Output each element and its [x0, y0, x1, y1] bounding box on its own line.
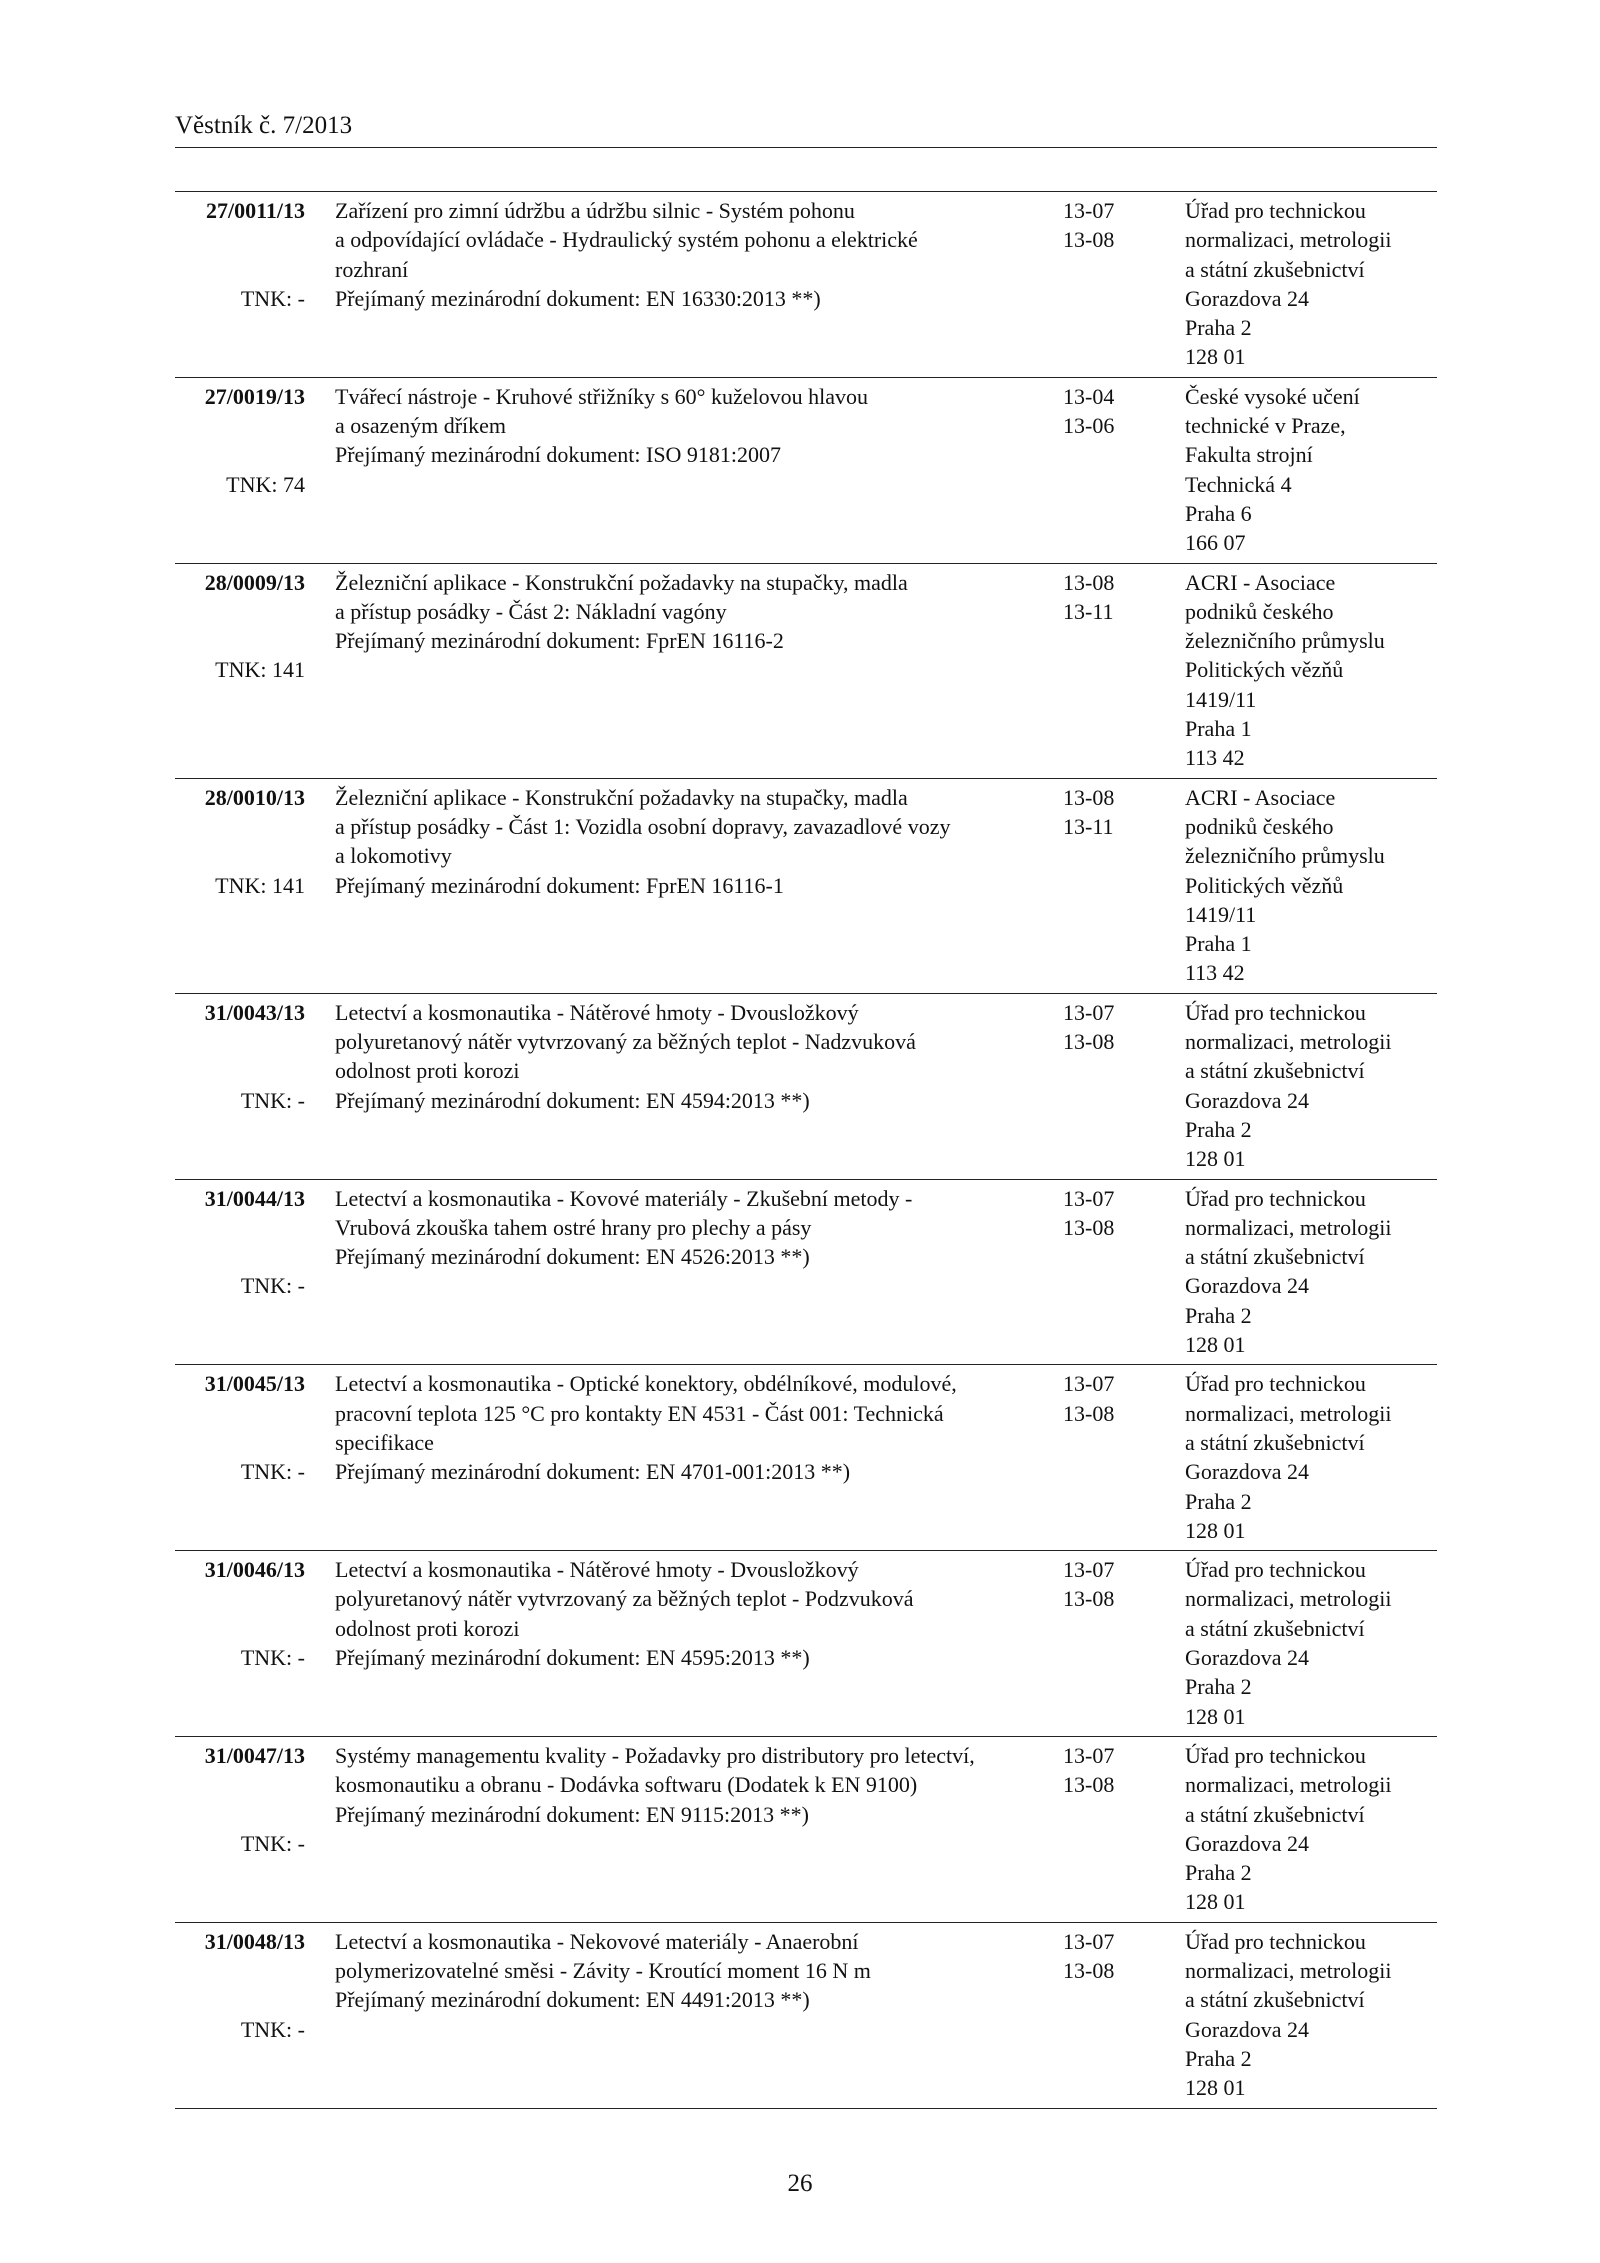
entry-organization-cell [1185, 1184, 1435, 1360]
entry-organization-line: Politických vězňů [1185, 657, 1344, 683]
entry-id-cell [175, 1369, 305, 1486]
entry-organization-cell [1185, 1741, 1435, 1917]
entry-id-cell [175, 783, 305, 900]
entry-organization-line: Praha 6 [1185, 500, 1252, 526]
entry-organization-line: 128 01 [1185, 1703, 1246, 1729]
entry-organization-line: normalizaci, metrologii [1185, 1958, 1392, 1984]
entry-title-line: polyuretanový nátěr vytvrzovaný za běžných teplot - Nadzvuková [335, 1029, 916, 1055]
entry-code: 13-08 [1063, 1214, 1115, 1240]
entry-organization-line: Praha 1 [1185, 931, 1252, 957]
table-row [175, 1923, 1437, 2109]
standards-table [175, 191, 1437, 2109]
entry-id-cell [175, 196, 305, 313]
entry-title-line: Letectví a kosmonautika - Optické konektory, obdélníkové, modulové, [335, 1371, 957, 1397]
entry-number: 31/0047/13 [204, 1742, 305, 1768]
entry-organization-line: Praha 2 [1185, 1116, 1252, 1142]
entry-tnk: TNK: 141 [215, 872, 305, 898]
entry-codes-cell [1063, 1741, 1143, 1800]
entry-organization-line: normalizaci, metrologii [1185, 1586, 1392, 1612]
entry-organization-line: Úřad pro technickou [1185, 1371, 1366, 1397]
entry-code: 13-08 [1063, 1400, 1115, 1426]
entry-tnk: TNK: - [240, 285, 305, 311]
entry-title-line: Přejímaný mezinárodní dokument: EN 4701-001:2013 **) [335, 1459, 851, 1485]
entry-title-line: rozhraní [335, 256, 409, 282]
entry-organization-line: 128 01 [1185, 2075, 1246, 2101]
entry-organization-line: normalizaci, metrologii [1185, 1400, 1392, 1426]
table-row [175, 192, 1437, 378]
entry-code: 13-04 [1063, 383, 1115, 409]
entry-code: 13-08 [1063, 1029, 1115, 1055]
entry-organization-cell [1185, 568, 1435, 773]
entry-organization-line: Gorazdova 24 [1185, 1830, 1310, 1856]
entry-code: 13-11 [1063, 598, 1114, 624]
entry-organization-line: České vysoké učení [1185, 383, 1360, 409]
entry-title-line: Přejímaný mezinárodní dokument: EN 4595:2013 **) [335, 1645, 810, 1671]
entry-title-line: specifikace [335, 1429, 434, 1455]
entry-organization-line: Technická 4 [1185, 471, 1292, 497]
entry-title-line: polyuretanový nátěr vytvrzovaný za běžných teplot - Podzvuková [335, 1586, 914, 1612]
entry-organization-line: 128 01 [1185, 344, 1246, 370]
entry-organization-line: 113 42 [1185, 960, 1245, 986]
entry-code: 13-06 [1063, 413, 1115, 439]
entry-codes-cell [1063, 1184, 1143, 1243]
entry-tnk: TNK: - [240, 1645, 305, 1671]
entry-title-line: a odpovídající ovládače - Hydraulický systém pohonu a elektrické [335, 227, 918, 253]
entry-title-line: Letectví a kosmonautika - Nátěrové hmoty - Dvousložkový [335, 999, 859, 1025]
entry-tnk: TNK: - [240, 1459, 305, 1485]
entry-organization-line: železničního průmyslu [1185, 628, 1385, 654]
entry-title-line: Přejímaný mezinárodní dokument: EN 16330:2013 **) [335, 285, 821, 311]
entry-title-line: Přejímaný mezinárodní dokument: FprEN 16116-2 [335, 628, 784, 654]
entry-id-cell [175, 1741, 305, 1858]
entry-codes-cell [1063, 998, 1143, 1057]
table-row [175, 378, 1437, 564]
entry-title-line: a osazeným dříkem [335, 413, 507, 439]
entry-code: 13-11 [1063, 813, 1114, 839]
entry-codes-cell [1063, 783, 1143, 842]
entry-organization-line: 128 01 [1185, 1146, 1246, 1172]
entry-tnk: TNK: 141 [215, 657, 305, 683]
entry-organization-line: Úřad pro technickou [1185, 1742, 1366, 1768]
entry-number: 28/0009/13 [204, 569, 305, 595]
entry-organization-line: ACRI - Asociace [1185, 784, 1336, 810]
entry-organization-line: 128 01 [1185, 1889, 1246, 1915]
entry-title-line: Přejímaný mezinárodní dokument: EN 4594:2013 **) [335, 1087, 810, 1113]
entry-organization-line: a státní zkušebnictví [1185, 1429, 1365, 1455]
table-row [175, 1365, 1437, 1551]
entry-organization-line: 1419/11 [1185, 901, 1257, 927]
entry-tnk: TNK: - [240, 2016, 305, 2042]
entry-title-line: Zařízení pro zimní údržbu a údržbu silnic - Systém pohonu [335, 198, 855, 223]
entry-title-line: Letectví a kosmonautika - Nátěrové hmoty - Dvousložkový [335, 1557, 859, 1583]
entry-title-line: Vrubová zkouška tahem ostré hrany pro plechy a pásy [335, 1214, 812, 1240]
entry-organization-line: normalizaci, metrologii [1185, 1029, 1392, 1055]
entry-number: 27/0019/13 [204, 383, 305, 409]
entry-organization-cell [1185, 1927, 1435, 2103]
entry-organization-line: Praha 2 [1185, 2045, 1252, 2071]
entry-organization-line: podniků českého [1185, 813, 1334, 839]
entry-id-cell [175, 568, 305, 685]
entry-organization-cell [1185, 1555, 1435, 1731]
entry-organization-line: Politických vězňů [1185, 872, 1344, 898]
entry-title-line: odolnost proti korozi [335, 1615, 520, 1641]
header-rule [175, 147, 1437, 148]
table-row [175, 779, 1437, 994]
entry-organization-line: Úřad pro technickou [1185, 1928, 1366, 1954]
entry-title-line: Přejímaný mezinárodní dokument: ISO 9181:2007 [335, 442, 782, 468]
entry-title-line: Železniční aplikace - Konstrukční požadavky na stupačky, madla [335, 569, 908, 595]
table-row [175, 564, 1437, 779]
entry-title-line: Železniční aplikace - Konstrukční požadavky na stupačky, madla [335, 784, 908, 810]
table-row [175, 994, 1437, 1180]
entry-organization-line: normalizaci, metrologii [1185, 1772, 1392, 1798]
entry-tnk: TNK: - [240, 1087, 305, 1113]
entry-id-cell [175, 1927, 305, 2044]
entry-title-line: kosmonautiku a obranu - Dodávka softwaru (Dodatek k EN 9100) [335, 1772, 918, 1798]
entry-organization-line: 1419/11 [1185, 686, 1257, 712]
entry-organization-line: Úřad pro technickou [1185, 1557, 1366, 1583]
entry-organization-line: železničního průmyslu [1185, 843, 1385, 869]
entry-organization-line: podniků českého [1185, 598, 1334, 624]
entry-organization-line: a státní zkušebnictví [1185, 1987, 1365, 2013]
entry-organization-cell [1185, 1369, 1435, 1545]
entry-organization-line: Gorazdova 24 [1185, 1273, 1310, 1299]
entry-number: 31/0044/13 [204, 1185, 305, 1211]
entry-code: 13-08 [1063, 1958, 1115, 1984]
entry-organization-line: 128 01 [1185, 1332, 1246, 1358]
entry-code: 13-08 [1063, 569, 1115, 595]
table-row [175, 1180, 1437, 1366]
entry-number: 31/0048/13 [204, 1928, 305, 1954]
entry-organization-cell [1185, 998, 1435, 1174]
entry-codes-cell [1063, 382, 1143, 441]
entry-number: 31/0046/13 [204, 1557, 305, 1583]
entry-code: 13-07 [1063, 198, 1115, 223]
entry-title-line: polymerizovatelné směsi - Závity - Kroutící moment 16 N m [335, 1958, 871, 1984]
entry-organization-line: a státní zkušebnictví [1185, 256, 1365, 282]
entry-organization-line: normalizaci, metrologii [1185, 227, 1392, 253]
entry-tnk: TNK: 74 [226, 471, 305, 497]
entry-id-cell [175, 1555, 305, 1672]
page-number: 26 [787, 2170, 813, 2197]
entry-title-line: Přejímaný mezinárodní dokument: FprEN 16116-1 [335, 872, 784, 898]
entry-id-cell [175, 382, 305, 499]
entry-code: 13-07 [1063, 999, 1115, 1025]
entry-organization-line: Fakulta strojní [1185, 442, 1313, 468]
entry-organization-line: a státní zkušebnictví [1185, 1058, 1365, 1084]
entry-title-line: odolnost proti korozi [335, 1058, 520, 1084]
entry-title-line: Přejímaný mezinárodní dokument: EN 9115:2013 **) [335, 1801, 809, 1827]
entry-organization-line: Praha 2 [1185, 1488, 1252, 1514]
entry-title-line: Letectví a kosmonautika - Nekovové materiály - Anaerobní [335, 1928, 859, 1954]
running-header: Věstník č. 7/2013 [175, 112, 353, 139]
table-row [175, 1737, 1437, 1923]
entry-codes-cell [1063, 1369, 1143, 1428]
entry-organization-line: Úřad pro technickou [1185, 999, 1366, 1025]
entry-title-line: a přístup posádky - Část 2: Nákladní vagóny [335, 598, 727, 624]
entry-organization-line: Úřad pro technickou [1185, 198, 1366, 223]
entry-tnk: TNK: - [240, 1273, 305, 1299]
table-row [175, 1551, 1437, 1737]
entry-number: 28/0010/13 [204, 784, 305, 810]
entry-organization-line: Gorazdova 24 [1185, 1645, 1310, 1671]
entry-code: 13-07 [1063, 1185, 1115, 1211]
entry-organization-line: Gorazdova 24 [1185, 1087, 1310, 1113]
entry-organization-cell [1185, 196, 1435, 372]
entry-codes-cell [1063, 196, 1143, 255]
entry-organization-line: Gorazdova 24 [1185, 1459, 1310, 1485]
entry-organization-line: ACRI - Asociace [1185, 569, 1336, 595]
entry-codes-cell [1063, 1555, 1143, 1614]
entry-organization-cell [1185, 783, 1435, 988]
entry-code: 13-08 [1063, 1772, 1115, 1798]
entry-code: 13-07 [1063, 1742, 1115, 1768]
entry-organization-line: Praha 1 [1185, 716, 1252, 742]
entry-organization-line: a státní zkušebnictví [1185, 1244, 1365, 1270]
entry-title-line: Přejímaný mezinárodní dokument: EN 4491:2013 **) [335, 1987, 810, 2013]
entry-title-line: a lokomotivy [335, 843, 452, 869]
entry-organization-line: Gorazdova 24 [1185, 285, 1310, 311]
entry-title-line: pracovní teplota 125 °C pro kontakty EN 4531 - Část 001: Technická [335, 1400, 944, 1426]
entry-number: 31/0045/13 [204, 1371, 305, 1397]
entry-organization-line: Gorazdova 24 [1185, 2016, 1310, 2042]
entry-organization-line: technické v Praze, [1185, 413, 1346, 439]
entry-codes-cell [1063, 568, 1143, 627]
entry-title-line: Přejímaný mezinárodní dokument: EN 4526:2013 **) [335, 1244, 810, 1270]
entry-organization-line: Praha 2 [1185, 1302, 1252, 1328]
entry-organization-line: Praha 2 [1185, 1674, 1252, 1700]
entry-organization-line: 128 01 [1185, 1517, 1246, 1543]
entry-code: 13-07 [1063, 1557, 1115, 1583]
entry-organization-line: normalizaci, metrologii [1185, 1214, 1392, 1240]
entry-codes-cell [1063, 1927, 1143, 1986]
entry-title-line: Tvářecí nástroje - Kruhové střižníky s 60° kuželovou hlavou [335, 383, 868, 409]
entry-id-cell [175, 998, 305, 1115]
entry-code: 13-07 [1063, 1928, 1115, 1954]
entry-title-line: a přístup posádky - Část 1: Vozidla osobní dopravy, zavazadlové vozy [335, 813, 951, 839]
entry-organization-line: 166 07 [1185, 530, 1246, 556]
entry-organization-line: Úřad pro technickou [1185, 1185, 1366, 1211]
entry-organization-line: a státní zkušebnictví [1185, 1615, 1365, 1641]
entry-tnk: TNK: - [240, 1830, 305, 1856]
entry-title-line: Systémy managementu kvality - Požadavky pro distributory pro letectví, [335, 1742, 975, 1768]
entry-title-line: Letectví a kosmonautika - Kovové materiály - Zkušební metody - [335, 1185, 913, 1211]
entry-id-cell [175, 1184, 305, 1301]
entry-number: 27/0011/13 [205, 198, 305, 223]
entry-code: 13-07 [1063, 1371, 1115, 1397]
entry-code: 13-08 [1063, 227, 1115, 253]
entry-code: 13-08 [1063, 784, 1115, 810]
entry-organization-line: Praha 2 [1185, 1860, 1252, 1886]
entry-number: 31/0043/13 [204, 999, 305, 1025]
entry-organization-line: a státní zkušebnictví [1185, 1801, 1365, 1827]
entry-organization-line: Praha 2 [1185, 315, 1252, 341]
entry-organization-cell [1185, 382, 1435, 558]
entry-code: 13-08 [1063, 1586, 1115, 1612]
entry-organization-line: 113 42 [1185, 745, 1245, 771]
